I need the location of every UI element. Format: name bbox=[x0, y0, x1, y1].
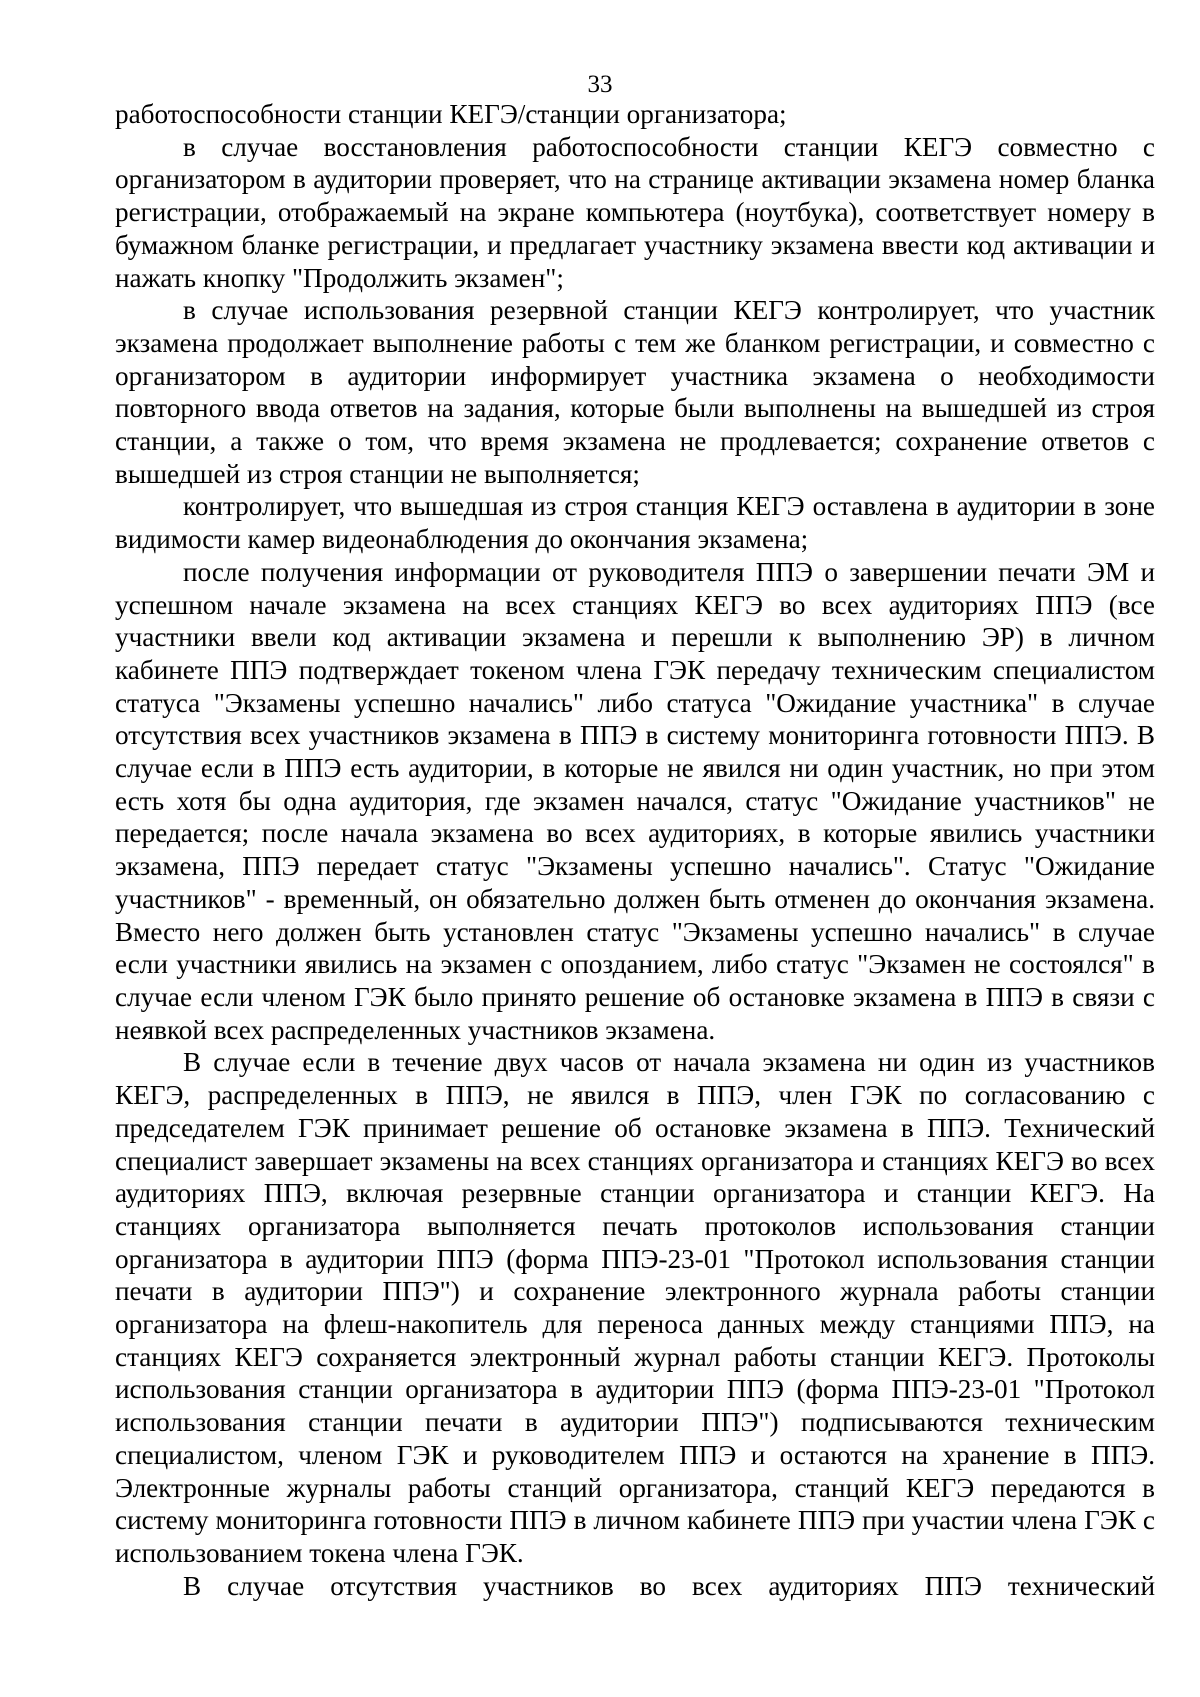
paragraph-restore-station: в случае восстановления работоспособности станции КЕГЭ совместно с организатором в аудитории проверяет, что на странице активации экзамена номер бланка регистрации, отображаемый на экране компьютера (ноутбука), соответствует номеру в бумажном бланке регистрации, и предлагает участнику экзамена ввести код активации и нажать кнопку "Продолжить экзамен"; bbox=[115, 131, 1155, 293]
page-number: 33 bbox=[587, 71, 613, 98]
paragraph-failed-station: контролирует, что вышедшая из строя станция КЕГЭ оставлена в аудитории в зоне видимости камер видеонаблюдения до окончания экзамена; bbox=[115, 491, 1155, 555]
paragraph-reserve-station: в случае использования резервной станции КЕГЭ контролирует, что участник экзамена продолжает выполнение работы с тем же бланком регистрации, и совместно с организатором в аудитории информирует участника экзамена о необходимости повторного ввода ответов на задания, которые были выполнены на вышедшей из строя станции, а также о том, что время экзамена не продлевается; сохранение ответов с вышедшей из строя станции не выполняется; bbox=[115, 295, 1155, 489]
paragraph-no-participants: В случае если в течение двух часов от начала экзамена ни один из участников КЕГЭ, распределенных в ППЭ, не явился в ППЭ, член ГЭК по согласованию с председателем ГЭК принимает решение об остановке экзамена в ППЭ. Технический специалист завершает экзамены на всех станциях организатора и станциях КЕГЭ во всех аудиториях ППЭ, включая резервные станции организатора и станции КЕГЭ. На станциях организатора выполняется печать протоколов использования станции организатора в аудитории ППЭ (форма ППЭ-23-01 "Протокол использования станции печати в аудитории ППЭ") и сохранение электронного журнала работы станции организатора на флеш-накопитель для переноса данных между станциями ППЭ, на станциях КЕГЭ сохраняется электронный журнал работы станции КЕГЭ. Протоколы использования станции организатора в аудитории ППЭ (форма ППЭ-23-01 "Протокол использования станции печати в аудитории ППЭ") подписываются техническим специалистом, членом ГЭК и руководителем ППЭ и остаются на хранение в ППЭ. Электронные журналы работы станций организатора, станций КЕГЭ передаются в систему мониторинга готовности ППЭ в личном кабинете ППЭ при участии члена ГЭК с использованием токена члена ГЭК. bbox=[115, 1047, 1155, 1568]
paragraph-exam-status: после получения информации от руководителя ППЭ о завершении печати ЭМ и успешном начале экзамена на всех станциях КЕГЭ во всех аудиториях ППЭ (все участники ввели код активации экзамена и перешли к выполнению ЭР) в личном кабинете ППЭ подтверждает токеном члена ГЭК передачу техническим специалистом статуса "Экзамены успешно начались" либо статуса "Ожидание участника" в случае отсутствия всех участников экзамена в ППЭ в систему мониторинга готовности ППЭ. В случае если в ППЭ есть аудитории, в которые не явился ни один участник, но при этом есть хотя бы одна аудитория, где экзамен начался, статус "Ожидание участников" не передается; после начала экзамена во всех аудиториях, в которые явились участники экзамена, ППЭ передает статус "Экзамены успешно начались". Статус "Ожидание участников" - временный, он обязательно должен быть отменен до окончания экзамена. Вместо него должен быть установлен статус "Экзамены успешно начались" в случае если участники явились на экзамен с опозданием, либо статус "Экзамен не состоялся" в случае если членом ГЭК было принято решение об остановке экзамена в ППЭ в связи с неявкой всех распределенных участников экзамена. bbox=[115, 556, 1155, 1045]
paragraph-absence-all-rooms: В случае отсутствия участников во всех аудиториях ППЭ технический bbox=[183, 1570, 1155, 1601]
paragraph-continuation: работоспособности станции КЕГЭ/станции организатора; bbox=[115, 99, 787, 129]
document-body bbox=[115, 98, 1155, 1602]
